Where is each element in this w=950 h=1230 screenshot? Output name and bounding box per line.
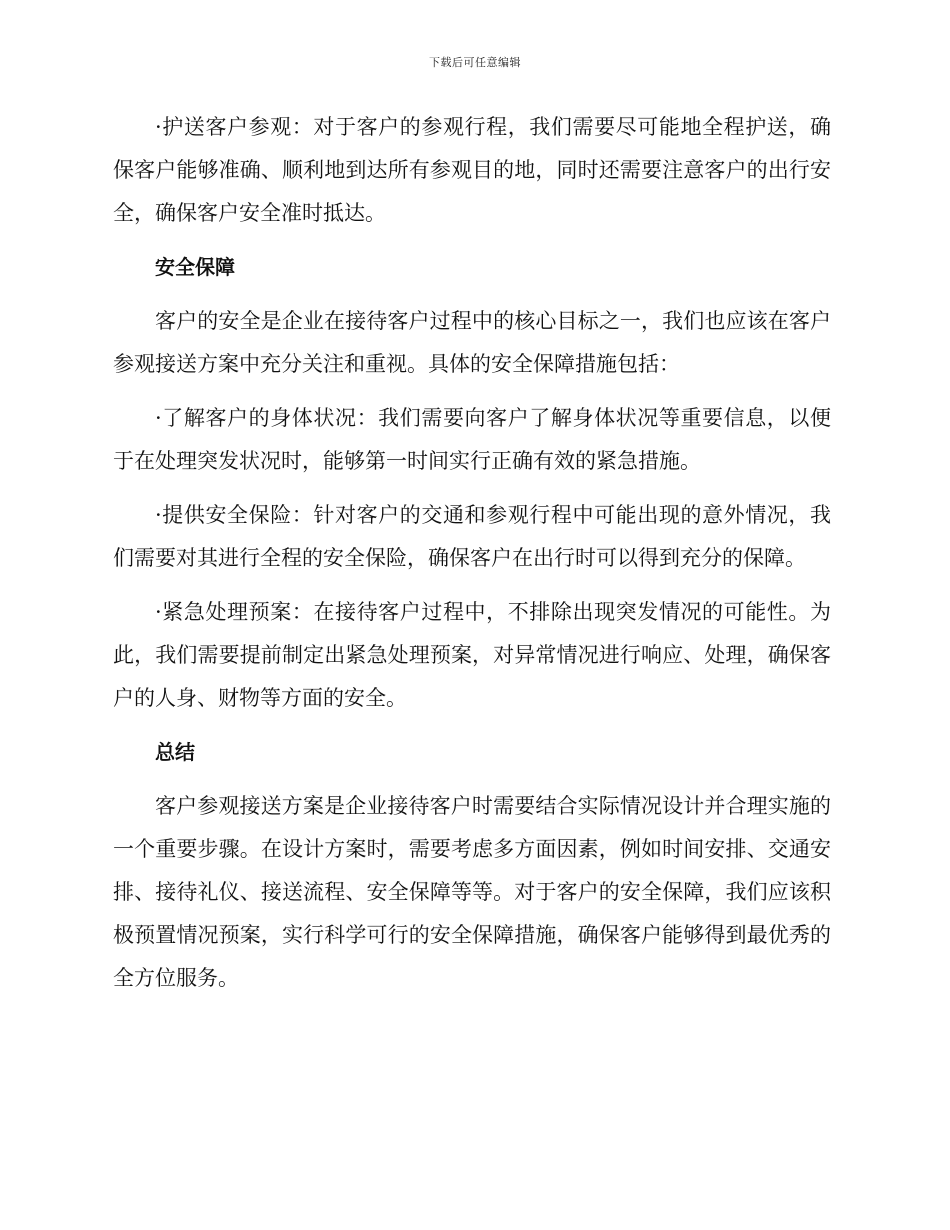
page-header: 下载后可任意编辑 <box>429 56 521 69</box>
paragraph-health-status: ·了解客户的身体状况：我们需要向客户了解身体状况等重要信息，以便于在处理突发状况时，能够第一时间实行正确有效的紧急措施。 <box>113 406 831 473</box>
section-heading-summary: 总结 <box>155 740 195 764</box>
paragraph-emergency-plan: ·紧急处理预案：在接待客户过程中，不排除出现突发情况的可能性。为此，我们需要提前制定出紧急处理预案，对异常情况进行响应、处理，确保客户的人身、财物等方面的安全。 <box>113 600 831 710</box>
paragraph-safety-intro: 客户的安全是企业在接待客户过程中的核心目标之一，我们也应该在客户参观接送方案中充分关注和重视。具体的安全保障措施包括： <box>113 309 831 376</box>
paragraph-summary: 客户参观接送方案是企业接待客户时需要结合实际情况设计并合理实施的一个重要步骤。在设计方案时，需要考虑多方面因素，例如时间安排、交通安排、接待礼仪、接送流程、安全保障等等。对于客户的安全保障，我们应该积极预置情况预案，实行科学可行的安全保障措施，确保客户能够得到最优秀的全方位服务。 <box>113 794 831 990</box>
document-body <box>113 106 831 1011</box>
section-heading-safety: 安全保障 <box>155 255 235 279</box>
paragraph-escort-visit: ·护送客户参观：对于客户的参观行程，我们需要尽可能地全程护送，确保客户能够准确、顺利地到达所有参观目的地，同时还需要注意客户的出行安全，确保客户安全准时抵达。 <box>113 115 831 225</box>
paragraph-insurance: ·提供安全保险：针对客户的交通和参观行程中可能出现的意外情况，我们需要对其进行全程的安全保险，确保客户在出行时可以得到充分的保障。 <box>113 503 831 570</box>
